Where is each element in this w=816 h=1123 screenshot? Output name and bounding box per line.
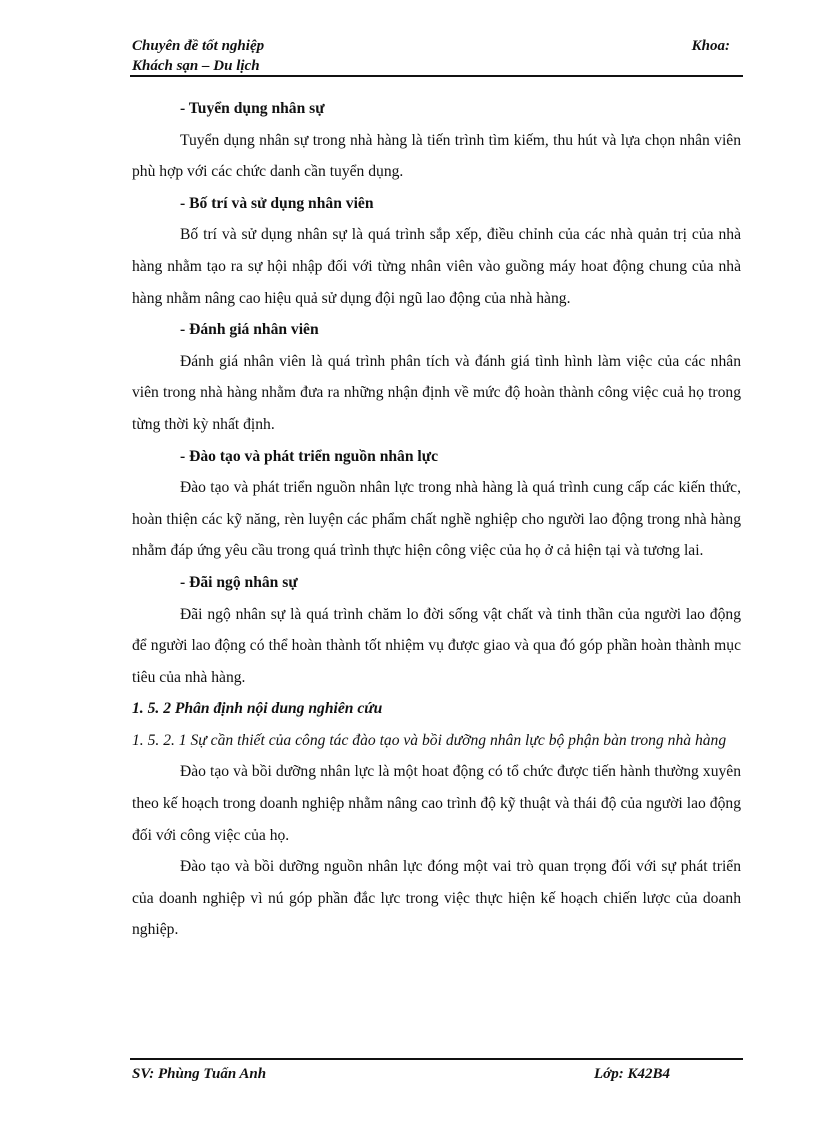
paragraph-training-role: Đào tạo và bồi dưỡng nguồn nhân lực đóng một vai trò quan trọng đối với sự phát triển của doanh nghiệp vì nú góp phần đắc lực trong việc thực hiện kế hoạch chiến lược của doanh nghiệp. <box>132 858 741 939</box>
header-faculty: Khoa: <box>691 38 730 54</box>
footer-student-name: SV: Phùng Tuấn Anh <box>132 1066 267 1082</box>
header-thesis-title: Chuyên đề tốt nghiệp <box>132 38 265 54</box>
header-left <box>132 36 264 76</box>
paragraph-evaluation: Đánh giá nhân viên là quá trình phân tích và đánh giá tình hình làm việc của các nhân viên trong nhà hàng nhằm đưa ra những nhận định về mức độ hoàn thành công việc cuả họ trong từng thời kỳ nhất định. <box>132 352 741 433</box>
paragraph-training: Đào tạo và phát triển nguồn nhân lực trong nhà hàng là quá trình cung cấp các kiến thức, hoàn thiện các kỹ năng, rèn luyện các phẩm chất nghề nghiệp cho người lao động trong nhà hàng nhằm đáp ứng yêu cầu trong quá trình thực hiện công việc của họ ở cả hiện tại và tương lai. <box>132 479 741 560</box>
header-divider <box>130 75 743 77</box>
page-body <box>132 93 741 946</box>
heading-training: - Đào tạo và phát triển nguồn nhân lực <box>180 447 439 465</box>
heading-recruitment: - Tuyển dụng nhân sự <box>180 100 325 117</box>
paragraph-placement: Bố trí và sử dụng nhân sự là quá trình sắp xếp, điều chỉnh của các nhà quản trị của nhà hàng nhằm tạo ra sự hội nhập đối với từng nhân viên vào guồng máy hoat động chung của nhà hàng nhằm nâng cao hiệu quả sử dụng đội ngũ lao động của nhà hàng. <box>132 226 741 307</box>
paragraph-compensation: Đãi ngộ nhân sự là quá trình chăm lo đời sống vật chất và tinh thần của người lao động để người lao động có thể hoàn thành tốt nhiệm vụ được giao và qua đó góp phần hoàn thành mục tiêu của nhà hàng. <box>132 605 741 686</box>
heading-placement: - Bố trí và sử dụng nhân viên <box>180 194 374 212</box>
heading-compensation: - Đãi ngộ nhân sự <box>180 573 298 591</box>
page-header <box>132 36 742 76</box>
section-heading-research-content: 1. 5. 2 Phân định nội dung nghiên cứu <box>132 700 383 718</box>
footer-class: Lớp: K42B4 <box>594 1066 670 1082</box>
page-footer <box>132 1064 742 1084</box>
header-major: Khách sạn – Du lịch <box>132 58 260 74</box>
paragraph-recruitment: Tuyển dụng nhân sự trong nhà hàng là tiến trình tìm kiếm, thu hút và lựa chọn nhân viên phù hợp với các chức danh cần tuyển dụng. <box>132 131 741 181</box>
paragraph-training-definition: Đào tạo và bồi dưỡng nhân lực là một hoat động có tổ chức được tiến hành thường xuyên theo kế hoạch trong doanh nghiệp nhằm nâng cao trình độ kỹ thuật và thái độ của người lao động đối với công việc của họ. <box>132 763 741 844</box>
footer-divider <box>130 1058 743 1060</box>
subsection-heading-training-necessity: 1. 5. 2. 1 Sự cần thiết của công tác đào tạo và bồi dưỡng nhân lực bộ phận bàn trong nhà hàng <box>132 731 727 749</box>
heading-evaluation: - Đánh giá nhân viên <box>180 321 319 339</box>
